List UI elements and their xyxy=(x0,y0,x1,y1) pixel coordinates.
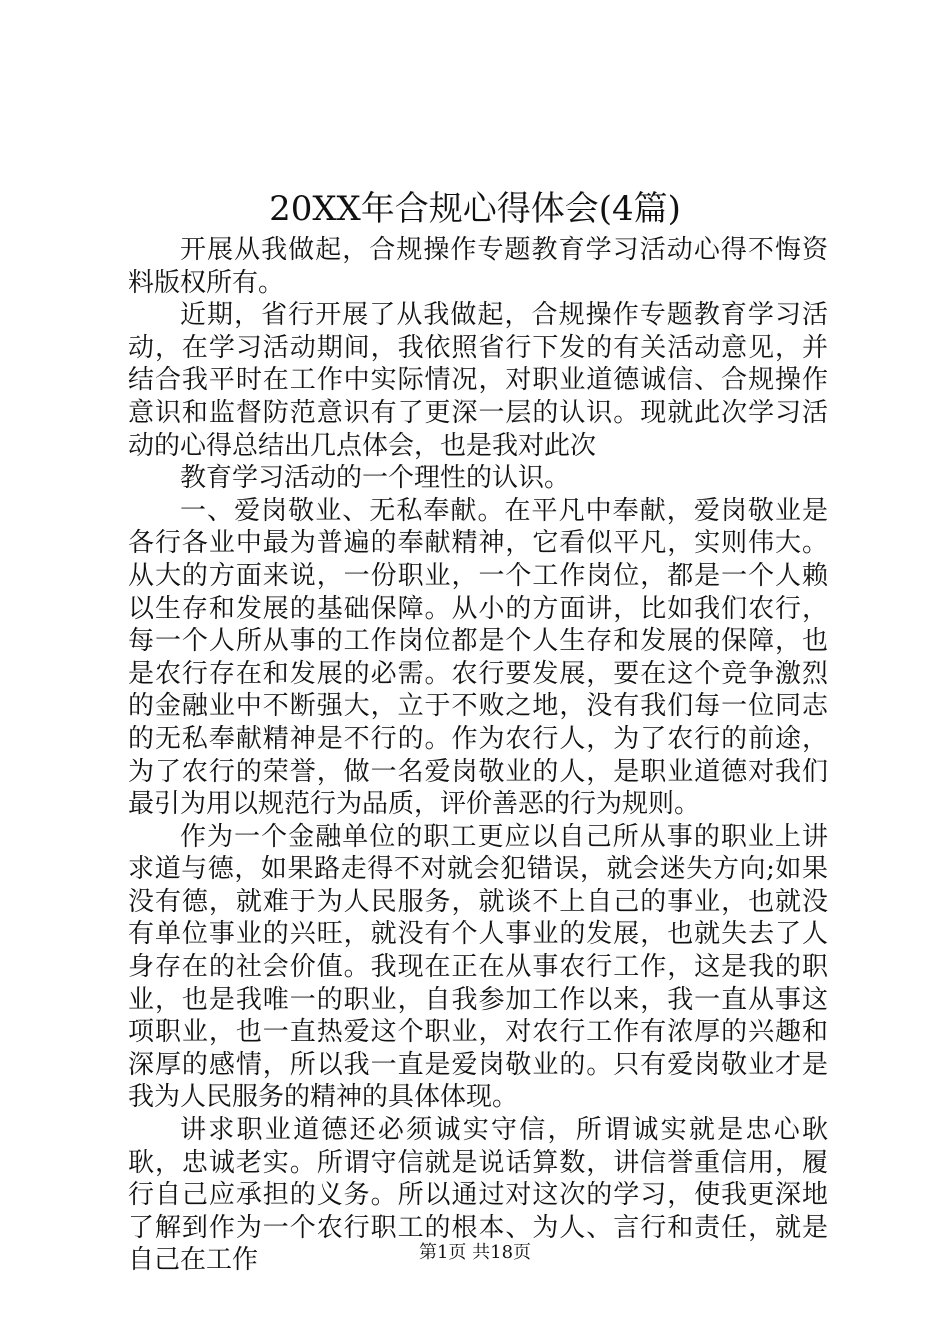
paragraph-2: 近期，省行开展了从我做起，合规操作专题教育学习活动，在学习活动期间，我依照省行下发的有关活动意见，并结合我平时在工作中实际情况，对职业道德诚信、合规操作意识和监督防范意识有了更深一层的认识。现就此次学习活动的心得总结出几点体会，也是我对此次 xyxy=(128,300,828,461)
paragraph-3: 教育学习活动的一个理性的认识。 xyxy=(180,463,571,494)
document-title: 20XX年合规心得体会(4篇) xyxy=(269,189,681,229)
document-body xyxy=(128,234,828,1277)
paragraph-1: 开展从我做起，合规操作专题教育学习活动心得不悔资料版权所有。 xyxy=(128,235,828,298)
paragraph-4: 一、爱岗敬业、无私奉献。在平凡中奉献，爱岗敬业是各行各业中最为普遍的奉献精神，它看似平凡，实则伟大。从大的方面来说，一份职业，一个工作岗位，都是一个人赖以生存和发展的基础保障。从小的方面讲，比如我们农行，每一个人所从事的工作岗位都是个人生存和发展的保障，也是农行存在和发展的必需。农行要发展，要在这个竞争激烈的金融业中不断强大，立于不败之地，没有我们每一位同志的无私奉献精神是不行的。作为农行人，为了农行的前途，为了农行的荣誉，做一名爱岗敬业的人，是职业道德对我们最引为用以规范行为品质，评价善恶的行为规则。 xyxy=(128,495,828,820)
page-footer: 第1页 共18页 xyxy=(418,1242,532,1263)
paragraph-6: 讲求职业道德还必须诚实守信，所谓诚实就是忠心耿耿，忠诚老实。所谓守信就是说话算数，讲信誉重信用，履行自己应承担的义务。所以通过对这次的学习，使我更深地了解到作为一个农行职工的根本、为人、言行和责任，就是自己在工作 xyxy=(128,1115,828,1276)
paragraph-5: 作为一个金融单位的职工更应以自己所从事的职业上讲求道与德，如果路走得不对就会犯错误，就会迷失方向;如果没有德，就难于为人民服务，就谈不上自己的事业，也就没有单位事业的兴旺，就没有个人事业的发展，也就失去了人身存在的社会价值。我现在正在从事农行工作，这是我的职业，也是我唯一的职业，自我参加工作以来，我一直从事这项职业，也一直热爱这个职业，对农行工作有浓厚的兴趣和深厚的感情，所以我一直是爱岗敬业的。只有爱岗敬业才是我为人民服务的精神的具体体现。 xyxy=(128,821,828,1113)
